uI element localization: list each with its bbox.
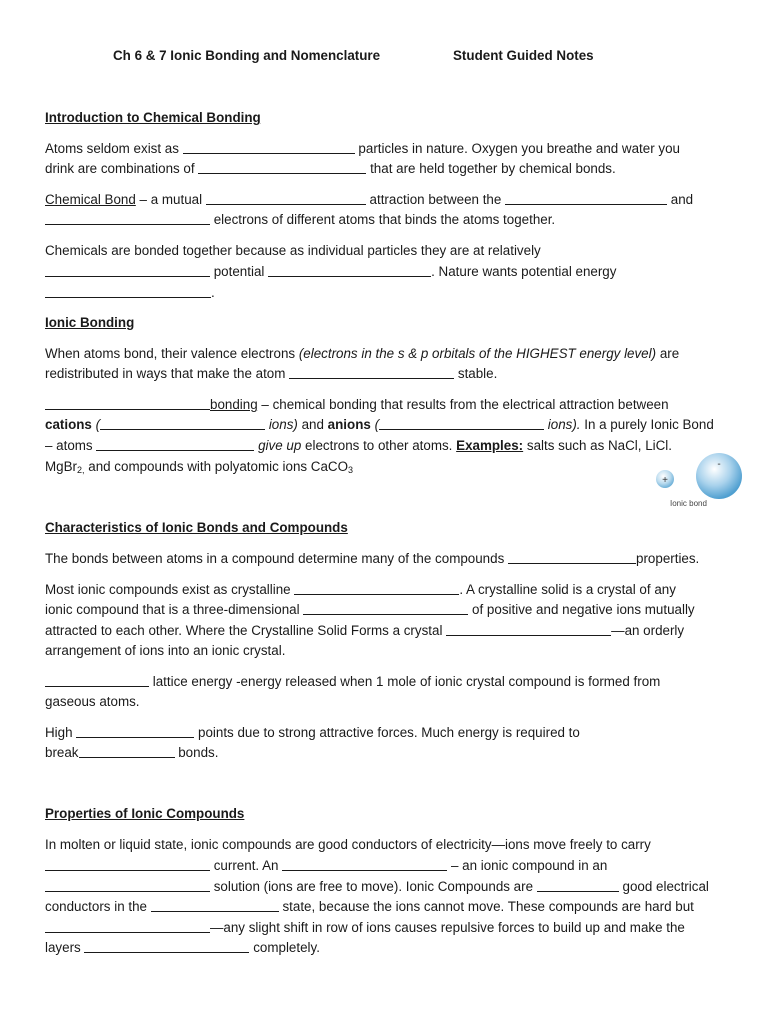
prop-line-2 [45, 856, 607, 876]
text: MgBr [45, 459, 77, 474]
text: . Nature wants potential energy [431, 264, 617, 279]
fill-blank[interactable] [45, 674, 149, 687]
text: ( [374, 417, 380, 432]
text: – atoms [45, 438, 93, 453]
char-line-9 [45, 743, 218, 763]
text: lattice energy -energy released when 1 mole of ionic crystal compound is formed from [152, 674, 661, 689]
text: . A crystalline solid is a crystal of any [459, 582, 676, 597]
text: state, because the ions cannot move. These compounds are hard but [282, 899, 694, 914]
prop-line-6 [45, 938, 320, 958]
ionic-line-1 [45, 344, 679, 364]
ionic-line-4 [45, 415, 714, 435]
document-title: Ch 6 & 7 Ionic Bonding and Nomenclature [113, 48, 381, 63]
text: Atoms seldom exist as [45, 141, 179, 156]
intro-line-6 [45, 262, 616, 282]
fill-blank[interactable] [303, 602, 468, 615]
fill-blank[interactable] [379, 417, 544, 430]
text: are [659, 346, 680, 361]
fill-blank[interactable] [45, 920, 210, 933]
char-line-1 [45, 549, 699, 569]
text: current. An [213, 858, 279, 873]
fill-blank[interactable] [45, 264, 210, 277]
subscript: 2, [77, 465, 85, 475]
term-chemical-bond: Chemical Bond [45, 192, 136, 207]
text: High [45, 725, 73, 740]
text: that are held together by chemical bonds. [370, 161, 616, 176]
text: bonds. [178, 745, 219, 760]
text: conductors in the [45, 899, 147, 914]
text: —an orderly [611, 623, 685, 638]
text: . [211, 285, 215, 300]
ionic-line-5 [45, 436, 672, 456]
ionic-line-2 [45, 364, 497, 384]
fill-blank[interactable] [505, 192, 667, 205]
text: ionic compound that is a three-dimensional [45, 602, 300, 617]
text: and [670, 192, 694, 207]
text-italic: give up [258, 438, 302, 453]
text: – an ionic compound in an [450, 858, 608, 873]
text-italic: (electrons in the s & p orbitals of the HIGHEST energy level) [298, 346, 657, 361]
fill-blank[interactable] [84, 940, 249, 953]
char-line-2 [45, 580, 676, 600]
plus-sign: + [662, 475, 668, 486]
text: ( [95, 417, 101, 432]
fill-blank[interactable] [45, 879, 210, 892]
text: solution (ions are free to move). Ionic Compounds are [213, 879, 534, 894]
text: properties. [636, 551, 700, 566]
char-line-4 [45, 621, 684, 641]
term-bonding: bonding [210, 397, 258, 412]
text: particles in nature. Oxygen you breathe and water you [358, 141, 680, 156]
ionic-line-3 [45, 395, 669, 415]
text: and [301, 417, 324, 432]
text: When atoms bond, their valence electrons [45, 346, 296, 361]
fill-blank[interactable] [45, 397, 210, 410]
term-cations: cations [45, 417, 92, 432]
document-subtitle: Student Guided Notes [453, 48, 594, 63]
char-line-6 [45, 672, 660, 692]
fill-blank[interactable] [45, 858, 210, 871]
intro-line-3 [45, 190, 693, 210]
prop-line-1: In molten or liquid state, ionic compounds are good conductors of electricity—ions move freely to carry [45, 837, 651, 852]
text: salts such as NaCl, LiCl. [526, 438, 672, 453]
subscript: 3 [348, 465, 354, 475]
text: stable. [457, 366, 498, 381]
section-heading-characteristics: Characteristics of Ionic Bonds and Compounds [45, 520, 348, 535]
text: drink are combinations of [45, 161, 195, 176]
fill-blank[interactable] [268, 264, 431, 277]
fill-blank[interactable] [183, 141, 355, 154]
text: of positive and negative ions mutually [472, 602, 695, 617]
text: redistributed in ways that make the atom [45, 366, 286, 381]
label-examples: Examples: [456, 438, 524, 453]
minus-sign: - [717, 459, 721, 470]
fill-blank[interactable] [206, 192, 366, 205]
fill-blank[interactable] [45, 212, 210, 225]
fill-blank[interactable] [537, 879, 619, 892]
prop-line-5 [45, 918, 685, 938]
char-line-8 [45, 723, 580, 743]
text: – chemical bonding that results from the electrical attraction between [261, 397, 669, 412]
intro-line-7 [45, 283, 215, 303]
section-heading-ionic: Ionic Bonding [45, 315, 135, 330]
prop-line-4 [45, 897, 694, 917]
fill-blank[interactable] [79, 745, 175, 758]
text: layers [45, 940, 81, 955]
intro-line-4 [45, 210, 555, 230]
char-line-5: arrangement of ions into an ionic crystal. [45, 643, 286, 658]
intro-line-5: Chemicals are bonded together because as individual particles they are at relatively [45, 243, 541, 258]
section-heading-properties: Properties of Ionic Compounds [45, 806, 245, 821]
fill-blank[interactable] [76, 725, 194, 738]
text: The bonds between atoms in a compound determine many of the compounds [45, 551, 505, 566]
text: and compounds with polyatomic ions CaCO [88, 459, 349, 474]
intro-line-2 [45, 159, 616, 179]
text: potential [213, 264, 265, 279]
fill-blank[interactable] [96, 438, 254, 451]
fill-blank[interactable] [45, 285, 211, 298]
fill-blank[interactable] [508, 551, 636, 564]
section-heading-intro: Introduction to Chemical Bonding [45, 110, 261, 125]
ionic-line-6 [45, 457, 353, 480]
text: good electrical [622, 879, 709, 894]
text: electrons to other atoms. [305, 438, 453, 453]
ionic-bond-figure [648, 452, 748, 514]
fill-blank[interactable] [289, 366, 454, 379]
text: —any slight shift in row of ions causes repulsive forces to build up and make the [210, 920, 685, 935]
char-line-3 [45, 600, 695, 620]
text: electrons of different atoms that binds the atoms together. [213, 212, 556, 227]
fill-blank[interactable] [198, 161, 366, 174]
text: completely. [253, 940, 320, 955]
fill-blank[interactable] [294, 582, 459, 595]
text: In a purely Ionic Bond [584, 417, 714, 432]
text: break [45, 745, 79, 760]
text-italic: ions). [547, 417, 581, 432]
intro-line-1 [45, 139, 680, 159]
fill-blank[interactable] [446, 623, 611, 636]
text: – a mutual [139, 192, 203, 207]
fill-blank[interactable] [151, 899, 279, 912]
prop-line-3 [45, 877, 709, 897]
text: attracted to each other. Where the Crystalline Solid Forms a crystal [45, 623, 443, 638]
text: points due to strong attractive forces. Much energy is required to [198, 725, 580, 740]
term-anions: anions [327, 417, 371, 432]
fill-blank[interactable] [282, 858, 447, 871]
figure-caption: Ionic bond [670, 499, 707, 508]
fill-blank[interactable] [100, 417, 265, 430]
char-line-7: gaseous atoms. [45, 694, 140, 709]
text-italic: ions) [268, 417, 298, 432]
text: attraction between the [369, 192, 502, 207]
text: Most ionic compounds exist as crystalline [45, 582, 291, 597]
